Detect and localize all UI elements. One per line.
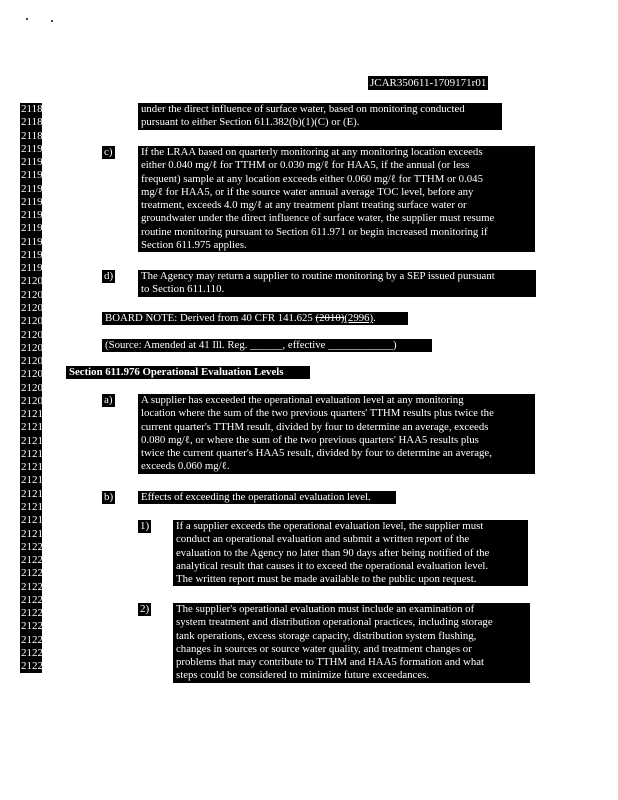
item-b1-text: [173, 520, 528, 586]
line-number: 21212: [21, 434, 49, 447]
text-line: conduct an operational evaluation and submit a written report of the: [176, 533, 470, 546]
board-note-underlined: (2996): [344, 312, 374, 324]
text-line: either 0.040 mg/ℓ for TTHM or 0.030 mg/ℓ for HAA5, if the annual (or less: [141, 159, 470, 172]
line-number: 21208: [21, 381, 49, 394]
scan-speck: [51, 20, 53, 22]
source-note: (Source: Amended at 41 Ill. Reg. ______, effective ____________): [102, 339, 432, 352]
item-a-label: a): [104, 394, 113, 406]
line-number: 21221: [21, 554, 49, 567]
section-title: Section 611.976 Operational Evaluation Levels: [66, 366, 310, 379]
line-number: 21220: [21, 540, 49, 553]
line-number: 21229: [21, 660, 49, 673]
line-number: 21193: [21, 182, 49, 195]
line-number: 2121: [21, 408, 43, 421]
text-line: The Agency may return a supplier to routine monitoring by a SEP issued pursuant: [141, 270, 495, 282]
line-number: 21219: [21, 527, 49, 540]
board-note-struck: (2010): [315, 312, 345, 324]
item-b2-label: 2): [140, 603, 150, 615]
item-b2-text: [173, 603, 530, 683]
line-number: 21216: [21, 487, 49, 500]
line-number: 21217: [21, 500, 49, 513]
item-d-text: [138, 270, 536, 297]
line-number: 21222: [21, 567, 49, 580]
text-line: changes in sources or source water quality, and treatment changes or: [176, 642, 472, 655]
line-number: 21200: [21, 275, 49, 288]
line-number: 21198: [21, 248, 49, 261]
text-line: mg/ℓ for HAA5, or if the source water annual average TOC level, before any: [141, 185, 474, 198]
text-line: problems that may contribute to TTHM and HAA5 formation and what: [176, 656, 485, 669]
line-number: 21228: [21, 646, 49, 659]
line-number: 21192: [21, 169, 49, 182]
text-line: under the direct influence of surface water, based on monitoring conducted: [141, 103, 465, 115]
text-line: location where the sum of the two previous quarters' TTHM results plus twice the: [141, 407, 494, 420]
text-line: evaluation to the Agency no later than 90 days after being notified of the: [176, 546, 490, 559]
item-b1-label: 1): [140, 520, 150, 532]
text-line: twice the current quarter's HAA5 result, divided by four to determine an average,: [141, 447, 492, 460]
item-a-text: [138, 394, 535, 474]
board-note-prefix: BOARD NOTE: Derived from 40 CFR 141.625: [105, 312, 316, 324]
item-d-label: d): [104, 270, 114, 282]
line-number: 21199: [21, 262, 49, 275]
text-line: The supplier's operational evaluation must include an examination of: [176, 603, 475, 615]
text-line: frequent) sample at any location exceeds either 0.060 mg/ℓ for TTHM or 0.045: [141, 172, 483, 185]
line-number: 21202: [21, 301, 49, 314]
line-numbers: [20, 103, 49, 673]
scan-speck: [26, 18, 28, 20]
text-line: exceeds 0.060 mg/ℓ.: [141, 460, 230, 473]
text-line: pursuant to either Section 611.382(b)(1)(C) or (E).: [141, 116, 360, 129]
line-number: 21204: [21, 328, 49, 341]
line-number: 21187: [21, 103, 49, 115]
text-line: groundwater under the direct influence of surface water, the supplier must resume: [141, 212, 495, 225]
text-line: analytical result that causes it to exceed the operational evaluation level.: [176, 559, 489, 572]
line-number: 21191: [21, 156, 49, 169]
text-line: current quarter's TTHM result, divided by four to determine an average, exceeds: [141, 420, 489, 433]
line-number: 21195: [21, 209, 49, 222]
line-number: 21214: [21, 461, 49, 474]
text-line: routine monitoring pursuant to Section 611.971 or begin increased monitoring if: [141, 225, 488, 238]
line-number: 21215: [21, 474, 49, 487]
text-line: The written report must be made available to the public upon request.: [176, 573, 477, 586]
line-number: 21197: [21, 235, 49, 248]
item-c-label: c): [104, 146, 113, 158]
text-line: Section 611.975 applies.: [141, 238, 247, 251]
text-line: A supplier has exceeded the operational evaluation level at any monitoring: [141, 394, 464, 406]
line-number: 21207: [21, 368, 49, 381]
text-line: system treatment and distribution operational practices, including storage: [176, 616, 493, 629]
line-number: 21225: [21, 607, 49, 620]
line-number: 21218: [21, 514, 49, 527]
line-number: 21205: [21, 341, 49, 354]
item-b-label: b): [104, 491, 114, 503]
line-number: 21203: [21, 315, 49, 328]
line-number: 2121: [21, 421, 43, 434]
line-number: 21223: [21, 580, 49, 593]
line-number: 21213: [21, 447, 49, 460]
text-line: 0.080 mg/ℓ, or where the sum of the two previous quarters' HAA5 results plus: [141, 433, 479, 446]
line-number: 21194: [21, 195, 49, 208]
text-line: tank operations, excess storage capacity, distribution system flushing,: [176, 629, 477, 642]
line-number: 21201: [21, 288, 49, 301]
item-c-text: [138, 146, 535, 252]
text-line: If a supplier exceeds the operational evaluation level, the supplier must: [176, 520, 484, 532]
board-note-suffix: .: [373, 312, 376, 324]
line-number: 21227: [21, 633, 49, 646]
line-number: 21226: [21, 620, 49, 633]
text-line: to Section 611.110.: [141, 283, 225, 296]
intro-paragraph: [138, 103, 502, 130]
line-number: 21224: [21, 593, 49, 606]
line-number: 2120: [21, 394, 43, 407]
text-line: treatment, exceeds 4.0 mg/ℓ at any treatment plant treating surface water or: [141, 199, 467, 212]
line-number: 21189: [21, 129, 49, 142]
line-number: 21206: [21, 355, 49, 368]
item-b-text: Effects of exceeding the operational evaluation level.: [138, 491, 396, 504]
line-number: 21196: [21, 222, 49, 235]
text-line: If the LRAA based on quarterly monitoring at any monitoring location exceeds: [141, 146, 483, 158]
board-note: [102, 312, 408, 325]
document-id: JCAR350611-1709171r01: [370, 77, 487, 89]
text-line: steps could be considered to minimize future exceedances.: [176, 669, 430, 682]
line-number: 21190: [21, 142, 49, 155]
line-number: 21188: [21, 116, 49, 129]
